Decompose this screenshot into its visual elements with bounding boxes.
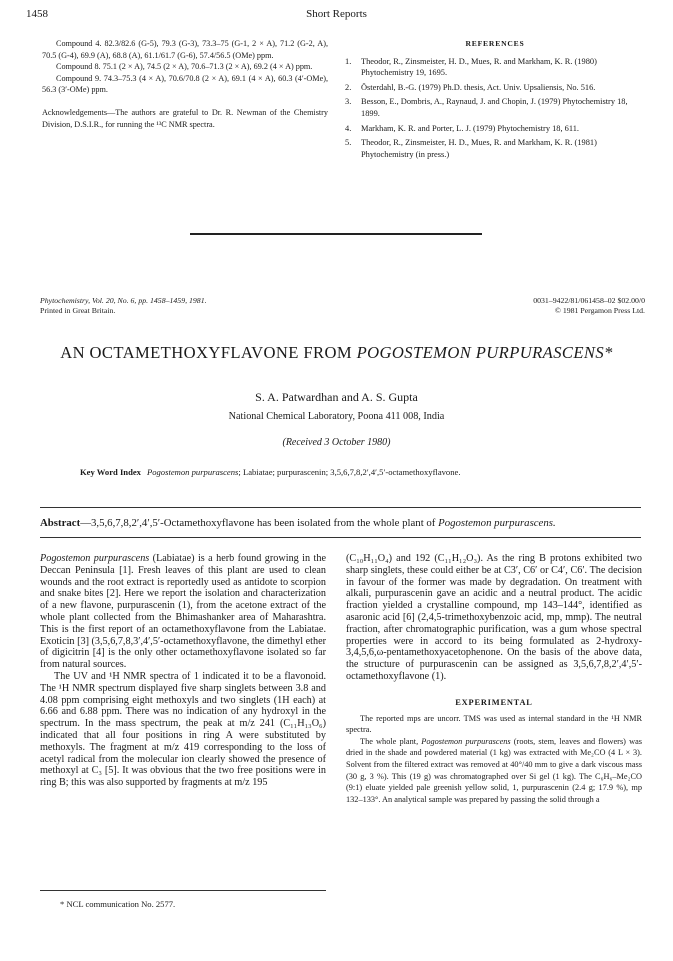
- journal-citation: [40, 296, 207, 316]
- footnote-rule: [40, 890, 326, 891]
- experimental-heading: EXPERIMENTAL: [455, 697, 533, 707]
- experimental-paragraph: The whole plant, Pogostemon purpurascens (roots, stem, leaves and flowers) was dried in the shade and powdered material (1 kg) was extracted with Me₂CO (4 L × 3). Solvent from the filtered extract was removed at 40°/40 mm to give a dark viscous mass (30 g, 3 %). This (19 g) was chromatographed over Si gel (1 kg). The C₆H₆–Me₂CO (9:1) eluate yielded pale greenish yellow solid, 1, purpurascenin (2.4 g; 17.9 %), mp 132–133°. An analytical sample was prepared by passing the solid through a: [346, 736, 642, 804]
- journal-code: [533, 296, 645, 316]
- affiliation: National Chemical Laboratory, Poona 411 008, India: [228, 411, 445, 422]
- running-head: Short Reports: [306, 8, 367, 20]
- compound-4-data: Compound 4. 82.3/82.6 (G-5), 79.3 (G-3), 73.3–75 (G-1, 2 × A), 71.2 (G-2, A), 70.5 (G-4), 69.9 (A), 68.8 (A), 61.1/61.7 (G-6), 57.4/56.5 (OMe) ppm.: [42, 39, 328, 60]
- abstract-label: Abstract: [40, 517, 81, 529]
- page-number: 1458: [26, 8, 48, 20]
- abstract: [40, 517, 641, 529]
- reference-number: 5.: [345, 138, 352, 148]
- reference-number: 4.: [345, 123, 352, 133]
- keywords-list: ; Labiatae; purpurascenin; 3,5,6,7,8,2′,4′,5′-octamethoxyflavone.: [238, 467, 461, 477]
- reference-number: 3.: [345, 97, 352, 107]
- reference-text: Österdahl, B.-G. (1979) Ph.D. thesis, Act. Univ. Upsaliensis, No. 516.: [361, 82, 596, 92]
- keywords-label: Key Word Index: [80, 467, 141, 477]
- reference-item: [345, 123, 645, 135]
- section-divider: [190, 233, 482, 235]
- keyword-index: [80, 467, 640, 477]
- article-title: [0, 343, 673, 363]
- experimental-paragraph: The reported mps are uncorr. TMS was used as internal standard in the ¹H NMR spectra.: [346, 713, 642, 735]
- received-date: (Received 3 October 1980): [282, 437, 391, 448]
- intro-paragraph: Pogostemon purpurascens (Labiatae) is a herb found growing in the Deccan Peninsula [1]. Fresh leaves of this plant are used to clean wounds and the root extract is reportedly used as antidote to scorpion and snake bites [2]. Here we report the isolation and characterization of a new flavone, purpurascenin (1), from the acetone extract of the whole plant collected from the Bhimashanker area of Maharashtra. This is the first report of an octamethoxyflavone from the Labiatae. Exoticin [3] (3,5,6,7,8,3′,4′,5′-octamethoxyflavone, the dimethyl ether of digicitrin [4] is the only other octamethoxyflavone isolated so far from natural sources.: [40, 553, 326, 671]
- copyright-line: © 1981 Pergamon Press Ltd.: [554, 305, 645, 315]
- abstract-text: —3,5,6,7,8,2′,4′,5′-Octamethoxyflavone has been isolated from the whole plant of: [80, 517, 439, 529]
- body-column-right: [346, 553, 642, 805]
- abstract-species: Pogostemon purpurascens.: [438, 517, 556, 529]
- acknowledgements: Acknowledgements—The authors are grateful to Dr. R. Newman of the Chemistry Division, D.S.I.R., for running the ¹³C NMR spectra.: [42, 107, 328, 129]
- reference-text: Besson, E., Dombris, A., Raynaud, J. and Chopin, J. (1979) Phytochemistry 18, 1899.: [361, 97, 628, 118]
- experimental-species: Pogostemon purpurascens: [421, 736, 511, 746]
- printed-line: Printed in Great Britain.: [40, 305, 116, 315]
- reference-item: [345, 56, 645, 79]
- journal-volume-line: Phytochemistry, Vol. 20, No. 6, pp. 1458–1459, 1981.: [40, 296, 207, 305]
- compound-9-data: Compound 9. 74.3–75.3 (4 × A), 70.6/70.8 (2 × A), 69.1 (4 × A), 60.3 (4′-OMe), 56.3 (3′-OMe) ppm.: [42, 73, 328, 95]
- reference-number: 2.: [345, 82, 352, 92]
- authors: S. A. Patwardhan and A. S. Gupta: [255, 390, 418, 404]
- body-column-left: [40, 553, 326, 789]
- title-species: POGOSTEMON PURPURASCENS*: [356, 343, 613, 362]
- reference-text: Markham, K. R. and Porter, L. J. (1979) Phytochemistry 18, 611.: [361, 123, 580, 133]
- footnote: * NCL communication No. 2577.: [60, 899, 176, 909]
- reference-number: 1.: [345, 56, 352, 66]
- reference-text: Theodor, R., Zinsmeister, H. D., Mues, R. and Markham, K. R. (1981) Phytochemistry (in press.): [361, 138, 597, 159]
- discussion-paragraph: (C₁₀H₁₁O₄) and 192 (C₁₁H₁₂O₃). As the ring B protons exhibited two sharp singlets, these could either be at C3′, C6′ or C4′, C6′. The decision in favour of the former was made by degradation. On treatment with alkali, purpurascenin gave an acidic and a neutral product. The acidic fraction yielded a crystalline compound, mp 143–144°, identified as asaronic acid [6] (2,4,5-trimethoxybenzoic acid, mp, mmp). The neutral fraction, after chromatographic purification, was a gum whose spectral properties were in accord to its being formulated as 2-hydroxy-3,4,5,6,ω-pentamethoxyacetophenone. On the basis of the above data, the structure of purpurascenin can be assigned as 3,5,6,7,8,2′,4′,5′-octamethoxyflavone (1).: [346, 553, 642, 682]
- reference-text: Theodor, R., Zinsmeister, H. D., Mues, R. and Markham, K. R. (1980) Phytochemistry 19, 1695.: [361, 56, 597, 78]
- title-main: AN OCTAMETHOXYFLAVONE FROM: [60, 343, 357, 362]
- references-heading: REFERENCES: [465, 39, 525, 48]
- reference-item: [345, 82, 645, 94]
- results-paragraph: The UV and ¹H NMR spectra of 1 indicated it to be a flavonoid. The ¹H NMR spectrum displayed five sharp singlets between 3.8 and 4.08 ppm comprising eight methoxyls and two singlets (1H each) at 6.66 and 6.88 ppm. There was no indication of any hydroxyl in the spectrum. In the mass spectrum, the peak at m/z 241 (C₁₁H₁₃O₆) indicated that all four positions in ring A were substituted by methoxyls. The fragment at m/z 419 corresponding to the loss of acetyl radical from the molecular ion clearly showed the presence of methoxyl at C₃ [5]. It was obvious that the two free positions were in ring B; this was also supported by fragments at m/z 195: [40, 670, 326, 789]
- compound-8-data: Compound 8. 75.1 (2 × A), 74.5 (2 × A), 70.6–71.3 (2 × A), 69.2 (4 × A) ppm.: [56, 62, 313, 72]
- experimental-section: [346, 713, 642, 806]
- keywords-species: Pogostemon purpurascens: [146, 467, 239, 477]
- abstract-rule-bottom: [40, 537, 641, 538]
- abstract-rule-top: [40, 507, 641, 508]
- reference-item: [345, 96, 645, 119]
- journal-code-line: 0031–9422/81/061458–02 $02.00/0: [533, 296, 645, 305]
- intro-species: Pogostemon purpurascens: [40, 553, 150, 564]
- previous-article-compound-data: [42, 38, 328, 130]
- reference-item: [345, 137, 645, 160]
- references-section: [345, 38, 645, 163]
